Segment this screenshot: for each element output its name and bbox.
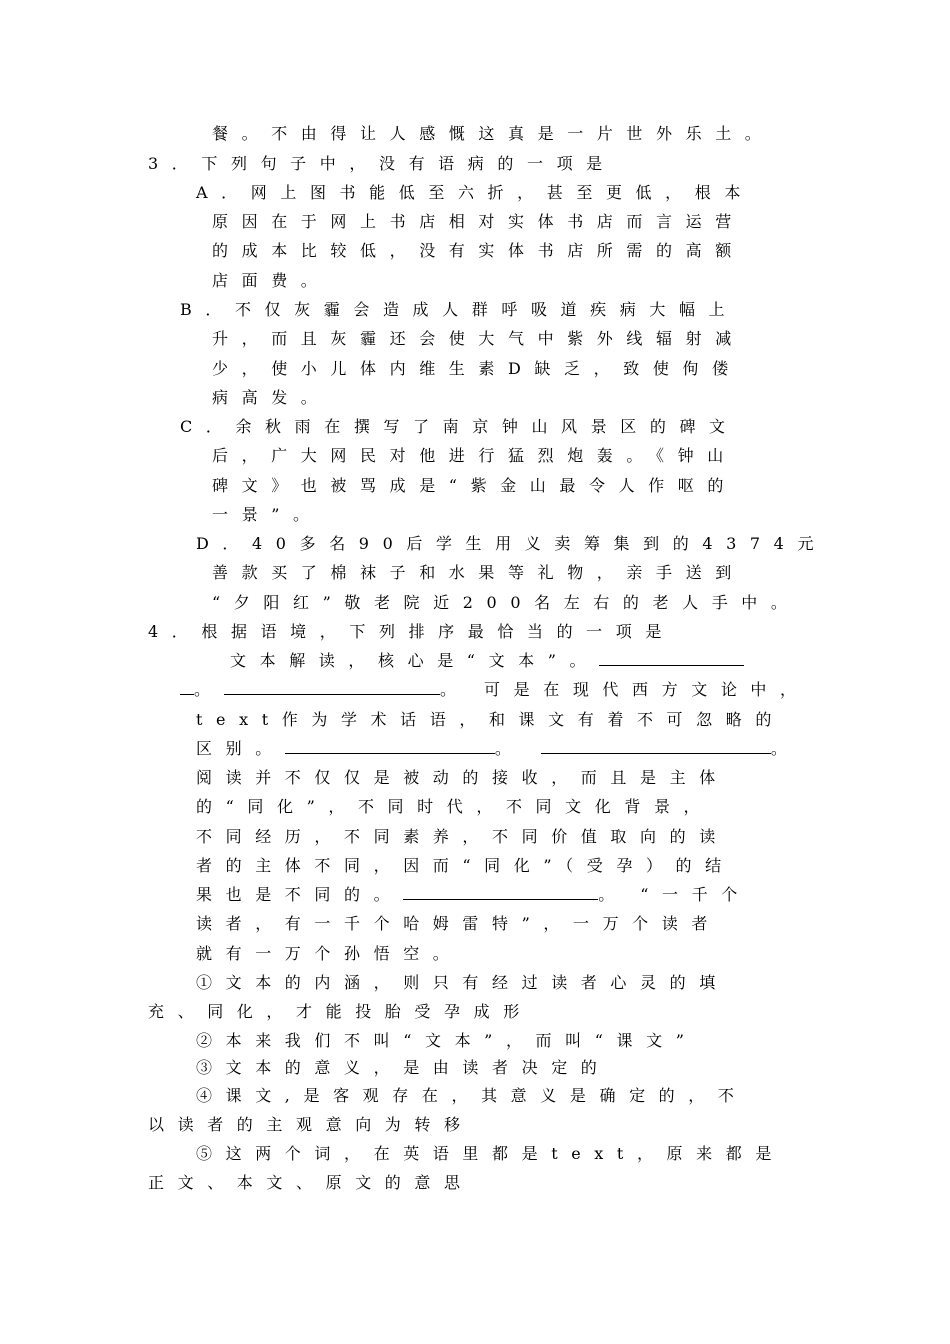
q4-option-line: 正文、本文、原文的意思 (148, 1173, 474, 1192)
q4-option-line: ②本来我们不叫“文本”，而叫“课文” (196, 1031, 698, 1050)
period: 。 (494, 739, 511, 758)
answer-blank (285, 739, 495, 754)
q4-passage-line: 就有一万个孙悟空。 (196, 944, 463, 963)
q3-option-b-line: 升，而且灰霾还会使大气中紫外线辐射减 (212, 329, 745, 348)
q4-option-line: ⑤这两个词，在英语里都是text，原来都是 (196, 1144, 785, 1163)
question-3-stem: 3．下列句子中，没有语病的一项是 (148, 154, 616, 173)
passage-text: 可是在现代西方文论中， (484, 680, 810, 699)
q3-option-a-line: A．网上图书能低至六折，甚至更低，根本 (196, 183, 754, 202)
q4-option-line: ①文本的内涵，则只有经过读者心灵的填 (196, 973, 729, 992)
q4-passage-line (180, 679, 810, 701)
q3-option-a-line: 店面费。 (212, 271, 331, 290)
q4-option-line: ④课文,是客观存在，其意义是确定的，不 (196, 1086, 748, 1105)
q4-option-line: ③文本的意义，是由读者决定的 (196, 1058, 611, 1077)
answer-blank (403, 885, 598, 900)
q4-option-line: 以读者的主观意向为转移 (148, 1115, 474, 1134)
q3-option-b-line: 少，使小儿体内维生素D缺乏，致使佝偻 (212, 359, 742, 378)
q3-option-b-line: 病高发。 (212, 388, 331, 407)
text-line: 餐。不由得让人感慨这真是一片世外乐土。 (212, 124, 775, 143)
q4-passage-line: 不同经历，不同素养，不同价值取向的读 (196, 827, 729, 846)
period: 。 (194, 680, 211, 699)
passage-text: 文本解读，核心是“文本”。 (230, 651, 600, 670)
q3-option-d-line: 善款买了棉袜子和水果等礼物，亲手送到 (212, 563, 745, 582)
q4-passage-line: 的“同化”，不同时代，不同文化背景， (196, 797, 714, 816)
answer-blank (541, 739, 771, 754)
q3-option-c-line: 后，广大网民对他进行猛烈炮轰。《钟山 (212, 446, 737, 465)
q4-passage-line (196, 884, 751, 906)
q4-passage-line (196, 738, 787, 760)
answer-blank (599, 651, 744, 666)
q3-option-c-line: 碑文》也被骂成是“紫金山最令人作呕的 (212, 476, 737, 495)
passage-text: 果也是不同的。 (196, 885, 404, 904)
q4-passage-line: 阅读并不仅仅是被动的接收，而且是主体 (196, 768, 729, 787)
period: 。 (770, 739, 787, 758)
period: 。 (440, 680, 457, 699)
q4-option-line: 充、同化，才能投胎受孕成形 (148, 1002, 533, 1021)
q3-option-a-line: 原因在于网上书店相对实体书店而言运营 (212, 212, 745, 231)
q4-passage-line: text作为学术话语，和课文有着不可忽略的 (196, 710, 785, 729)
q3-option-c-line: 一景”。 (212, 505, 323, 524)
period: 。 (598, 885, 615, 904)
q3-option-a-line: 的成本比较低，没有实体书店所需的高额 (212, 241, 745, 260)
passage-text: “一千个 (640, 885, 751, 904)
answer-blank (180, 680, 194, 695)
q4-passage-line (230, 650, 744, 672)
passage-text: 区别。 (196, 739, 285, 758)
q3-option-d-line: D．40多名90后学生用义卖筹集到的4374元 (196, 534, 828, 553)
question-4-stem: 4．根据语境，下列排序最恰当的一项是 (148, 622, 675, 641)
answer-blank (224, 680, 440, 695)
q3-option-b-line: B．不仅灰霾会造成人群呼吸道疾病大幅上 (180, 300, 739, 319)
q3-option-d-line: “夕阳红”敬老院近200名左右的老人手中。 (212, 593, 801, 612)
q3-option-c-line: C．余秋雨在撰写了南京钟山风景区的碑文 (180, 417, 739, 436)
q4-passage-line: 读者，有一千个哈姆雷特”，一万个读者 (196, 914, 721, 933)
q4-passage-line: 者的主体不同，因而“同化”（受孕）的结 (196, 856, 735, 875)
